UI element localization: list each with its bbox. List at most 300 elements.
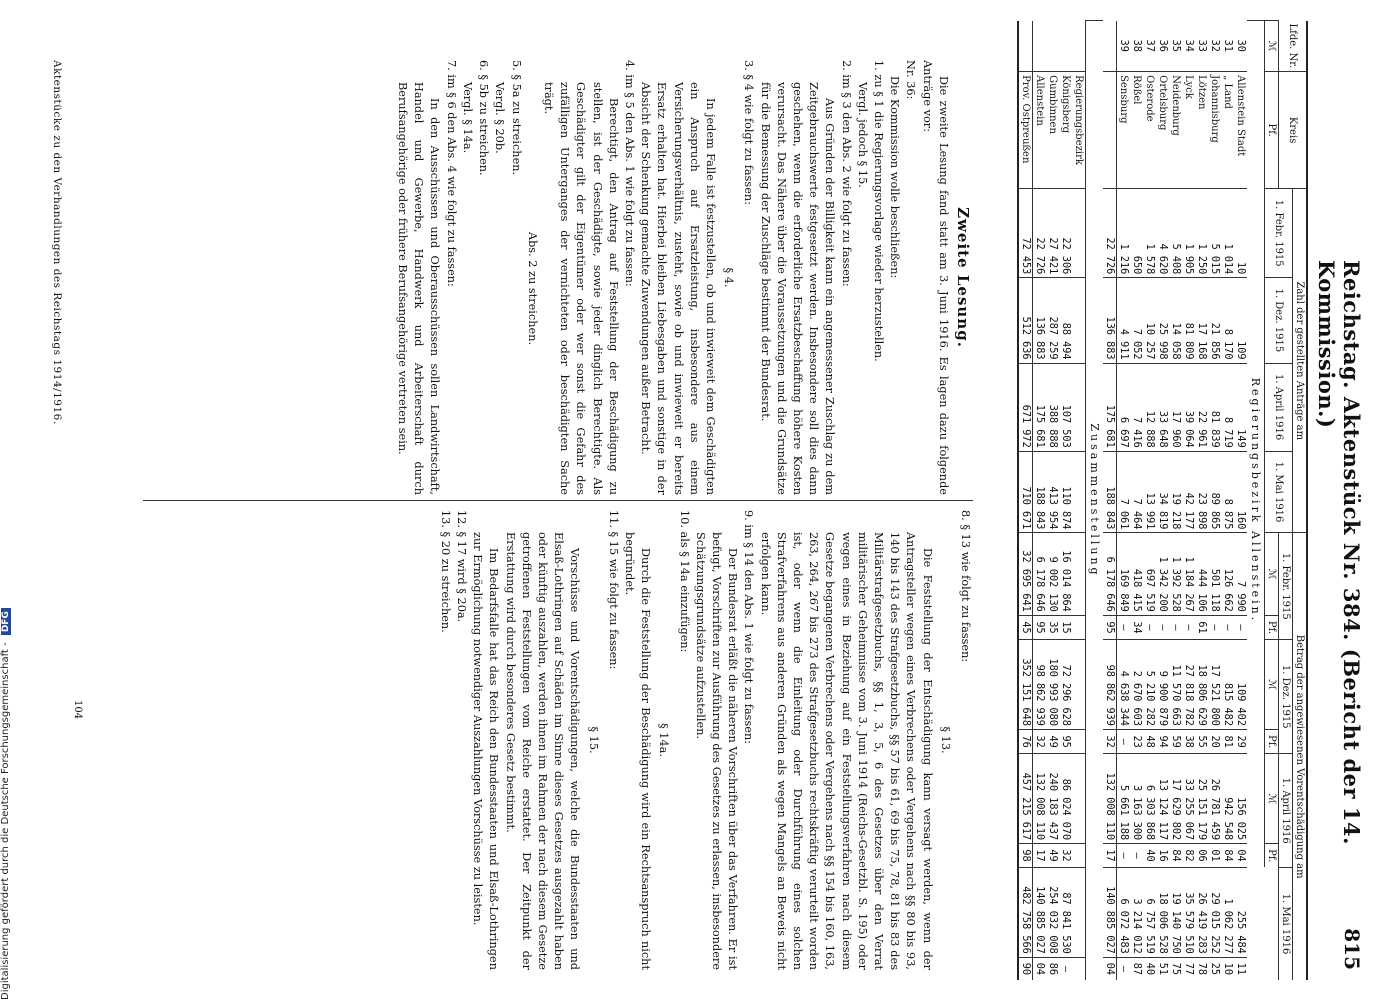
amount-cell: 4 638 344 (1117, 640, 1131, 730)
count-cell: 136 883 (1033, 278, 1047, 363)
data-table (1017, 20, 1308, 980)
pf-cell: 61 (1195, 615, 1208, 639)
pf-cell: 40 (1143, 844, 1156, 868)
note: Vergl. § 20b. (493, 82, 507, 154)
amount-cell: 98 862 939 (1103, 640, 1117, 730)
pf-cell: 04 (1033, 957, 1047, 980)
row-label: Königsberg (1059, 72, 1072, 189)
unit-header: ℳ (1265, 754, 1279, 844)
pf-cell: 77 (1182, 957, 1195, 980)
section-heading: Regierungsbezirk Allenstein. (1247, 21, 1265, 981)
right-column (437, 510, 974, 970)
amount-cell: 25 151 179 (1195, 754, 1208, 844)
row-number (1018, 21, 1033, 72)
amount-cell: 3 163 300 (1130, 754, 1143, 844)
amount-cell: 16 014 864 (1059, 533, 1072, 615)
row-number (1072, 21, 1086, 72)
paragraph: In jedem Falle ist festzustellen, ob und inwieweit dem Geschädigten ein Anspruch auf Ersatzleistung, insbesondere aus einem Versicherungsverhältnis, zusteht, sowie ob und inwieweit er bereits Ersatz erhalten hat. Hierbei bleiben Liebesgaben und sonstige in der Absicht der Schenkung gemachte Zuwendungen außer Betracht. (639, 82, 717, 495)
footer-page-number: 104 (72, 700, 83, 720)
count-cell: 160 (1234, 451, 1247, 533)
count-cell: 188 843 (1103, 451, 1117, 533)
paragraph: Die Kommission wolle beschließen: (888, 76, 902, 279)
row-number: 37 (1144, 39, 1155, 52)
list-item: 5. § 5a zu streichen. (509, 60, 523, 176)
amount-cell: 35 579 510 (1182, 867, 1195, 957)
list-item: 3. § 4 wie folgt zu fassen: (742, 60, 756, 206)
amount-cell: 156 025 (1234, 754, 1247, 844)
paragraph: Abs. 2 zu streichen. (525, 231, 539, 346)
pf-cell: 87 (1130, 957, 1143, 980)
pf-cell: 51 (1156, 957, 1169, 980)
count-cell: 175 681 (1033, 363, 1047, 451)
count-cell: 72 453 (1018, 189, 1033, 278)
paragraph: Der Bundesrat erläßt die näheren Vorschriften über das Verfahren. Er ist befugt, Vorschriften zur Ausführung des Gesetzes zu erlassen, insbesondere Schätzungsgrundsätze aufzustellen. (693, 532, 740, 970)
pf-cell: 32 (1059, 844, 1072, 868)
pf-cell: 06 (1195, 844, 1208, 868)
row-number: 32 (1209, 39, 1220, 52)
pf-cell: 94 (1156, 729, 1169, 753)
row-number: 36 (1157, 39, 1168, 52)
row-label: Allenstein Stadt (1234, 72, 1247, 189)
pf-cell: 01 (1208, 844, 1221, 868)
table-row (1195, 21, 1208, 981)
count-cell: 8 875 (1221, 451, 1234, 533)
unit-header: ℳ (1265, 640, 1279, 730)
count-cell: 7 416 (1130, 363, 1143, 451)
row-label: Lyck (1182, 72, 1195, 189)
group-betrag: Betrag der angewiesenen Vorentschädigung am (1293, 533, 1308, 980)
count-cell: 4 911 (1117, 278, 1131, 363)
amount-cell: 32 695 641 (1018, 533, 1033, 615)
amount-cell: 140 885 027 (1103, 867, 1117, 957)
amount-cell: 5 210 282 (1143, 640, 1156, 730)
amount-cell: 254 032 008 (1046, 867, 1059, 957)
pf-cell (1072, 615, 1086, 639)
row-label: Osterode (1143, 72, 1156, 189)
count-cell: 650 (1130, 189, 1143, 278)
paragraph: Nr. 36: (904, 60, 918, 100)
amount-cell: 17 629 802 (1169, 754, 1182, 844)
section-heading: Zusammenstellung (1086, 21, 1104, 981)
list-item: 10. als § 14a einzufügen: (677, 510, 691, 653)
amount-cell (1072, 640, 1086, 730)
paragraph: Im Bedarfsfalle hat das Reich den Bundesstaaten und Elsaß-Lothringen zur Ermöglichung notwendiger Auszahlungen Vorschüsse zu leisten. (471, 532, 501, 970)
list-item: 9. im § 14 den Abs. 1 wie folgt zu fassen: (742, 510, 756, 745)
amount-cell: 1 062 277 (1221, 867, 1234, 957)
row-number (1046, 21, 1059, 72)
count-cell: 710 671 (1018, 451, 1033, 533)
count-cell: 25 998 (1156, 278, 1169, 363)
count-cell: 8 170 (1221, 278, 1234, 363)
table-row (1046, 21, 1059, 981)
row-label: Lötzen (1195, 72, 1208, 189)
section-mark: § 4. (722, 267, 736, 288)
paragraph: Die Feststellung der Entschädigung kann versagt werden, wenn der Antragsteller wegen eines Verbrechens oder Vergehens nach §§ 80 bis 93, 140 bis 143 des Strafgesetzbuchs, §§ 57 bis 61, 69 bis 75, 78, 81 bis 83 des Militärstrafgesetzbuchs, §§ 1, 3, 5, 6 des Gesetzes über den Verrat militärischer Geheimnisse vom 3. Juni 1914 (Reichs-Gesetzbl. S. 195) oder wegen eines in Beziehung auf ein Feststellungsverfahren nach diesem Gesetze begangenen Verbrechens oder Vergehens nach §§ 154 bis 160, 163, 263, 264, 267 bis 273 des Strafgesetzbuchs rechtskräftig verurteilt worden ist, oder wenn die Einleitung oder Durchführung eines solchen Strafverfahrens aus anderen Gründen als wegen Mangels an Beweis nicht erfolgen kann. (758, 532, 934, 970)
pf-cell: 75 (1169, 957, 1182, 980)
row-number: 38 (1131, 39, 1142, 52)
table-row (1117, 21, 1131, 981)
table-row (1033, 21, 1047, 981)
list-item: 4. im § 5 den Abs. 1 wie folgt zu fassen: (622, 60, 636, 287)
unit-header: ℳ (1265, 21, 1279, 72)
count-cell: 4 620 (1156, 189, 1169, 278)
list-item: 1. zu § 1 die Regierungsvorlage wieder herzustellen. (871, 60, 885, 362)
unit-header: Pf. (1265, 844, 1279, 868)
pf-cell: — (1117, 844, 1131, 868)
count-cell: 27 421 (1046, 189, 1059, 278)
pf-cell: — (1156, 615, 1169, 639)
pf-cell: 95 (1059, 729, 1072, 753)
pf-cell: 20 (1208, 729, 1221, 753)
count-cell: 88 494 (1059, 278, 1072, 363)
pf-cell: — (1182, 615, 1195, 639)
amount-cell: 418 415 (1130, 533, 1143, 615)
note: Vergl. § 14a. (460, 82, 474, 154)
count-cell: 22 306 (1059, 189, 1072, 278)
col-kreis: Kreis (1279, 72, 1308, 189)
pf-cell: 25 (1208, 957, 1221, 980)
count-cell: 671 972 (1018, 363, 1033, 451)
amount-cell: 6 178 646 (1103, 533, 1117, 615)
count-cell: 1 014 (1221, 189, 1234, 278)
pf-cell: 86 (1046, 957, 1059, 980)
amount-cell: 352 151 648 (1018, 640, 1033, 730)
amount-cell: 86 024 070 (1059, 754, 1072, 844)
margin-text: Digitalisierung gefördert durch die Deutsche Forschungsgemeinschaft - (0, 642, 11, 1000)
list-item: 11. § 15 wie folgt zu fassen: (606, 510, 620, 670)
dfg-logo: DFG (1, 608, 11, 635)
count-cell: 89 865 (1208, 451, 1221, 533)
amount-cell: 6 072 483 (1117, 867, 1131, 957)
count-cell: 42 177 (1182, 451, 1195, 533)
count-cell: 12 888 (1143, 363, 1156, 451)
table-row (1182, 21, 1195, 981)
row-label: Sensburg (1117, 72, 1131, 189)
amount-cell: 240 183 437 (1046, 754, 1059, 844)
count-cell: 22 726 (1033, 189, 1047, 278)
amount-cell: 17 521 800 (1208, 640, 1221, 730)
row-label: Neidenburg (1169, 72, 1182, 189)
list-item: 8. § 13 wie folgt zu fassen: (959, 510, 972, 663)
pf-cell: — (1143, 615, 1156, 639)
pf-cell: 32 (1103, 729, 1117, 753)
amount-cell: 5 661 188 (1117, 754, 1131, 844)
amount-cell: 27 818 782 (1182, 640, 1195, 730)
count-cell: 1 250 (1195, 189, 1208, 278)
amount-cell: 169 849 (1117, 533, 1131, 615)
count-cell: 22 961 (1195, 363, 1208, 451)
list-item: 13. § 20 zu streichen. (438, 510, 452, 633)
pf-cell: 04 (1234, 844, 1247, 868)
unit-header: Pf. (1265, 729, 1279, 753)
footer-text: Aktenstücke zu den Verhandlungen des Reichstags 1914/1916. (51, 60, 63, 425)
pf-cell: — (1117, 615, 1131, 639)
count-cell: 188 843 (1033, 451, 1047, 533)
count-cell: 10 (1234, 189, 1247, 278)
amount-cell: 3 214 012 (1130, 867, 1143, 957)
table-row (1143, 21, 1156, 981)
table-row (1221, 21, 1234, 981)
amount-cell: 126 662 (1221, 533, 1234, 615)
pf-cell: 98 (1018, 844, 1033, 868)
row-label: Rößel (1130, 72, 1143, 189)
pf-cell: 82 (1182, 844, 1195, 868)
amount-cell: 255 484 (1234, 867, 1247, 957)
amount-cell: 6 178 646 (1033, 533, 1047, 615)
date-header: 1. April 1916 (1279, 754, 1293, 868)
amount-cell: 33 255 067 (1182, 754, 1195, 844)
count-cell: 110 874 (1059, 451, 1072, 533)
count-cell: 22 726 (1103, 189, 1117, 278)
date-header: 1. April 1916 (1265, 363, 1293, 451)
table-row (1234, 21, 1247, 981)
amount-cell: 7 990 (1234, 533, 1247, 615)
list-item: 7. im § 6 den Abs. 4 wie folgt zu fassen: (444, 60, 458, 287)
amount-cell: 13 124 117 (1156, 754, 1169, 844)
amount-cell: 18 806 629 (1195, 640, 1208, 730)
paragraph: Die zweite Lesung fand statt am 3. Juni 1916. Es lagen dazu folgende Anträge vor: (920, 60, 950, 495)
paragraph: Berechtigt, den Antrag auf Feststellung der Beschädigung zu stellen, ist der Geschädigte, sowie jeder dinglich Berechtigte. Als Geschädigter gilt der Eigentümer oder wer sonst die Gefahr des zufälligen Unterganges der vernichteten oder beschädigten Sache trägt. (541, 82, 620, 495)
amount-cell: 1 184 267 (1182, 533, 1195, 615)
amount-cell: 132 008 110 (1103, 754, 1117, 844)
pf-cell: 90 (1018, 957, 1033, 980)
count-cell: 7 464 (1130, 451, 1143, 533)
amount-cell: 6 303 868 (1143, 754, 1156, 844)
left-column (394, 60, 973, 495)
row-number: 39 (1118, 39, 1129, 52)
note: Vergl. jedoch § 15. (855, 82, 869, 188)
count-cell: 81 809 (1182, 278, 1195, 363)
count-cell: 13 991 (1143, 451, 1156, 533)
count-cell: 19 218 (1169, 451, 1182, 533)
pf-cell (1072, 957, 1086, 980)
amount-cell: 72 296 628 (1059, 640, 1072, 730)
row-number (1033, 21, 1047, 72)
heading-zweite-lesung: Zweite Lesung. (954, 207, 972, 348)
count-cell: 14 058 (1169, 278, 1182, 363)
count-cell (1072, 189, 1086, 278)
pf-cell: 59 (1169, 729, 1182, 753)
amount-cell: 11 570 663 (1169, 640, 1182, 730)
amount-cell: 6 757 519 (1143, 867, 1156, 957)
paragraph: Aus Gründen der Billigkeit kann ein angemessener Zuschlag zu dem Zeitgebrauchswerte festgesetzt werden. Insbesondere soll dies dann geschehen, wenn die erforderliche Ersatzbeschaffung höhere Kosten verursacht. Das Nähere über die Voraussetzungen und die Grundsätze für die Bemessung der Zuschläge bestimmt der Bundesrat. (758, 82, 837, 495)
count-cell: 33 648 (1156, 363, 1169, 451)
pf-cell: 84 (1221, 844, 1234, 868)
count-cell: 17 960 (1169, 363, 1182, 451)
pf-cell: 17 (1103, 844, 1117, 868)
row-label: Regierungsbezirk (1072, 72, 1086, 189)
section-mark: § 13. (938, 726, 952, 754)
amount-cell: 1 392 528 (1169, 533, 1182, 615)
group-antraege: Zahl der gestellten Anträge am (1293, 189, 1308, 533)
amount-cell: 2 670 603 (1130, 640, 1143, 730)
table-row (1208, 21, 1221, 981)
amount-cell (1072, 533, 1086, 615)
pf-cell: 23 (1130, 729, 1143, 753)
amount-cell: 697 519 (1143, 533, 1156, 615)
count-cell: 287 259 (1046, 278, 1059, 363)
pf-cell: 38 (1182, 729, 1195, 753)
table-row (1103, 21, 1117, 981)
amount-cell: 87 841 530 (1059, 867, 1072, 957)
pf-cell: — (1117, 957, 1131, 980)
row-number (1059, 21, 1072, 72)
count-cell: 388 888 (1046, 363, 1059, 451)
row-label: Gumbinnen (1046, 72, 1059, 189)
pf-cell: — (1234, 615, 1247, 639)
row-label (1103, 72, 1117, 189)
pf-cell: 84 (1169, 844, 1182, 868)
pf-cell: 32 (1033, 729, 1047, 753)
count-cell: 109 (1234, 278, 1247, 363)
pf-cell: 04 (1103, 957, 1117, 980)
count-cell: 5 015 (1208, 189, 1221, 278)
pf-cell: 11 (1234, 957, 1247, 980)
pf-cell: 95 (1103, 615, 1117, 639)
pf-cell: 55 (1195, 729, 1208, 753)
pf-cell: — (1130, 844, 1143, 868)
col-lfd: Lfde. Nr. (1279, 21, 1308, 72)
count-cell: 1 216 (1117, 189, 1131, 278)
count-cell: 81 839 (1208, 363, 1221, 451)
date-header: 1. Febr. 1915 (1279, 533, 1293, 640)
pf-cell: 40 (1143, 957, 1156, 980)
count-cell (1072, 451, 1086, 533)
list-item: 12. § 17 wird § 20a. (454, 510, 468, 623)
count-cell: 512 636 (1018, 278, 1033, 363)
date-header: 1. Mai 1916 (1279, 867, 1293, 980)
count-cell: 413 954 (1046, 451, 1059, 533)
count-cell: 5 408 (1169, 189, 1182, 278)
pf-cell: 16 (1156, 844, 1169, 868)
unit-header: ℳ (1265, 533, 1279, 615)
page-number: 815 (1340, 928, 1364, 970)
pf-cell: — (1117, 729, 1131, 753)
list-item: 6. § 5b zu streichen. (477, 60, 491, 176)
pf-cell: 48 (1143, 729, 1156, 753)
pf-cell: 35 (1046, 615, 1059, 639)
row-number: 35 (1170, 39, 1181, 52)
page-title: Reichstag. Aktenstück Nr. 384. (Bericht der 14. Kommission.) (1314, 260, 1364, 845)
count-cell: 6 697 (1117, 363, 1131, 451)
row-number: 33 (1196, 39, 1207, 52)
pf-cell: 76 (1018, 729, 1033, 753)
table-row (1156, 21, 1169, 981)
amount-cell: 19 140 750 (1169, 867, 1182, 957)
amount-cell: 26 419 283 (1195, 867, 1208, 957)
amount-cell: 9 900 879 (1156, 640, 1169, 730)
pf-cell: 78 (1195, 957, 1208, 980)
pf-cell: 45 (1018, 615, 1033, 639)
pf-cell: 81 (1221, 729, 1234, 753)
count-cell: 34 819 (1156, 451, 1169, 533)
count-cell: 17 168 (1195, 278, 1208, 363)
unit-header: Pf. (1265, 72, 1279, 189)
paragraph: Durch die Feststellung der Beschädigung wird ein Rechtsanspruch nicht begründet. (622, 532, 653, 970)
table-row (1130, 21, 1143, 981)
table-row (1059, 21, 1072, 981)
amount-cell: 457 215 617 (1018, 754, 1033, 844)
count-cell: 7 061 (1117, 451, 1131, 533)
pf-cell: — (1059, 957, 1072, 980)
date-header: 1. Febr. 1915 (1265, 189, 1293, 278)
section-mark: § 15. (586, 726, 600, 754)
table-row (1072, 21, 1086, 981)
paragraph: In den Ausschüssen und Oberausschüssen sollen Landwirtschaft, Handel und Gewerbe, Handwerk und Arbeiterschaft durch Berufsangehörige oder frühere Berufsangehörige vertreten sein. (396, 82, 442, 495)
count-cell: 1 905 (1182, 189, 1195, 278)
count-cell: 1 578 (1143, 189, 1156, 278)
margin-note (0, 0, 20, 1000)
pf-cell: 17 (1033, 844, 1047, 868)
date-header: 1. Dez. 1915 (1265, 278, 1293, 363)
amount-cell: 18 006 528 (1156, 867, 1169, 957)
amount-cell: 26 781 459 (1208, 754, 1221, 844)
row-number (1103, 21, 1117, 72)
pf-cell: — (1169, 615, 1182, 639)
count-cell: 10 257 (1143, 278, 1156, 363)
amount-cell (1072, 867, 1086, 957)
section-mark: § 14a. (657, 723, 671, 757)
count-cell: 107 503 (1059, 363, 1072, 451)
row-number: 34 (1183, 39, 1194, 52)
count-cell: 7 052 (1130, 278, 1143, 363)
pf-cell: 10 (1221, 957, 1234, 980)
pf-cell: 49 (1046, 844, 1059, 868)
pf-cell: 34 (1130, 615, 1143, 639)
amount-cell: 180 993 080 (1046, 640, 1059, 730)
amount-cell: 140 885 027 (1033, 867, 1047, 957)
pf-cell: 95 (1033, 615, 1047, 639)
amount-cell: 444 106 (1195, 533, 1208, 615)
amount-cell: 501 118 (1208, 533, 1221, 615)
count-cell: 8 719 (1221, 363, 1234, 451)
row-label: Allenstein (1033, 72, 1047, 189)
list-item: 2. im § 3 den Abs. 2 wie folgt zu fassen: (839, 60, 853, 287)
row-label: Ortelsburg (1156, 72, 1169, 189)
pf-cell: 15 (1059, 615, 1072, 639)
table-row (1169, 21, 1182, 981)
pf-cell: — (1221, 615, 1234, 639)
amount-cell: 29 015 252 (1208, 867, 1221, 957)
amount-cell: 942 548 (1221, 754, 1234, 844)
pf-cell (1072, 844, 1086, 868)
amount-cell: 109 402 (1234, 640, 1247, 730)
row-number: 31 (1222, 39, 1233, 52)
amount-cell: 482 758 566 (1018, 867, 1033, 957)
count-cell: 21 856 (1208, 278, 1221, 363)
count-cell: 175 681 (1103, 363, 1117, 451)
amount-cell: 1 342 200 (1156, 533, 1169, 615)
count-cell (1072, 363, 1086, 451)
table-row (1018, 21, 1033, 981)
paragraph: Vorschüsse und Vorentschädigungen, welche die Bundesstaaten und Elsaß-Lothringen auf Schäden im Sinne dieses Gesetzes ausgezahlt haben oder künftig auszahlen, werden ihnen im Rahmen der nach diesem Gesetze getroffenen Feststellungen vom Reiche erstattet. Der Zeitpunkt der Erstattung wird durch besonderes Gesetz bestimmt. (503, 532, 582, 970)
pf-cell: 29 (1234, 729, 1247, 753)
count-cell (1072, 278, 1086, 363)
row-label: Prov. Ostpreußen (1018, 72, 1033, 189)
date-header: 1. Dez. 1915 (1279, 640, 1293, 754)
amount-cell (1072, 754, 1086, 844)
count-cell: 23 898 (1195, 451, 1208, 533)
column-divider (143, 500, 973, 501)
amount-cell: 132 008 110 (1033, 754, 1047, 844)
pf-cell (1072, 729, 1086, 753)
row-label: Johannisburg (1208, 72, 1221, 189)
pf-cell: — (1208, 615, 1221, 639)
unit-header: Pf. (1265, 615, 1279, 639)
count-cell: 39 064 (1182, 363, 1195, 451)
row-label: „ Land (1221, 72, 1234, 189)
date-header: 1. Mai 1916 (1265, 451, 1293, 533)
